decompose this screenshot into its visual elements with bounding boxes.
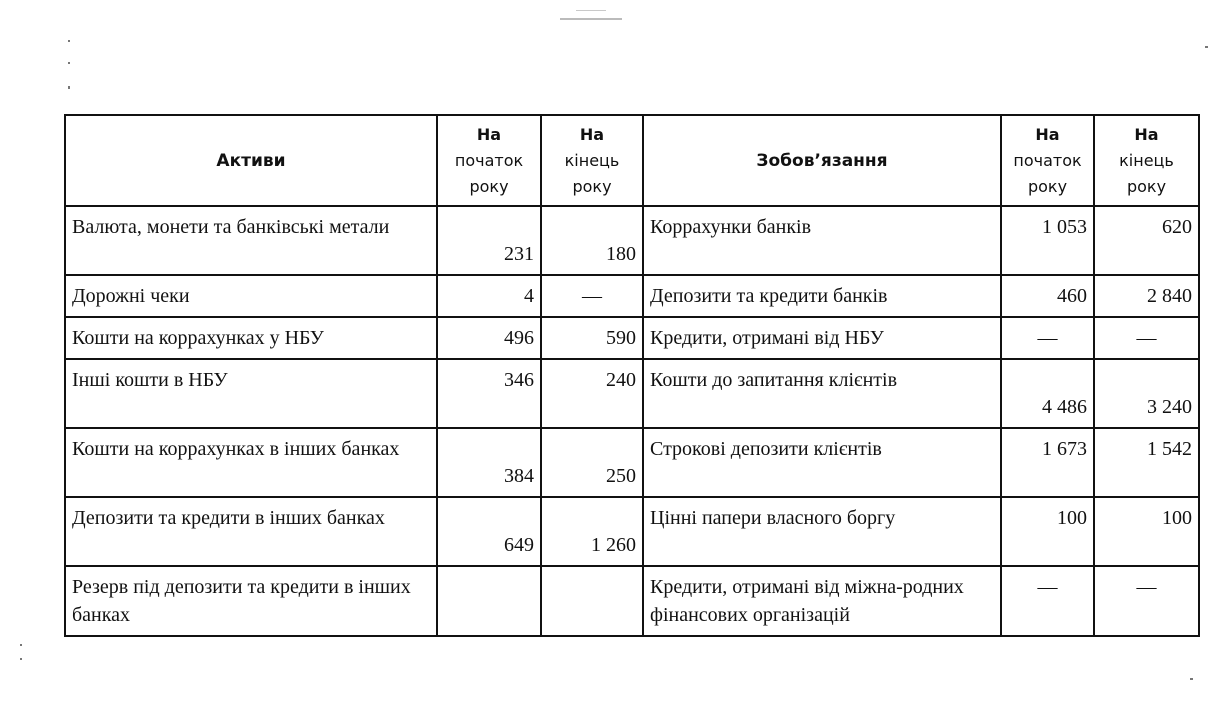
- asset-end-value: 240: [541, 359, 643, 428]
- asset-name: Дорожні чеки: [65, 275, 437, 317]
- table-row: [65, 275, 1199, 317]
- liability-end-value: 2 840: [1094, 275, 1199, 317]
- header-assets-start: На початок року: [437, 115, 541, 206]
- liability-end-value: 620: [1094, 206, 1199, 275]
- asset-start-value: 384: [437, 428, 541, 497]
- asset-start-value: 346: [437, 359, 541, 428]
- asset-name: Кошти на коррахунках в інших банках: [65, 428, 437, 497]
- asset-end-value: 250: [541, 428, 643, 497]
- asset-name: Кошти на коррахунках у НБУ: [65, 317, 437, 359]
- header-liabilities: Зобов’язання: [643, 115, 1001, 206]
- asset-name: Інші кошти в НБУ: [65, 359, 437, 428]
- liability-name: Кредити, отримані від НБУ: [643, 317, 1001, 359]
- table-row: [65, 359, 1199, 428]
- header-assets: Активи: [65, 115, 437, 206]
- liability-name: Кошти до запитання клієнтів: [643, 359, 1001, 428]
- asset-end-value: [541, 566, 643, 636]
- asset-end-value: —: [541, 275, 643, 317]
- liability-end-value: 1 542: [1094, 428, 1199, 497]
- asset-end-value: 590: [541, 317, 643, 359]
- liability-name: Коррахунки банків: [643, 206, 1001, 275]
- liability-name: Депозити та кредити банків: [643, 275, 1001, 317]
- asset-name: Резерв під депозити та кредити в інших банках: [65, 566, 437, 636]
- table-row: [65, 497, 1199, 566]
- liability-start-value: 460: [1001, 275, 1094, 317]
- liability-end-value: 100: [1094, 497, 1199, 566]
- asset-start-value: 231: [437, 206, 541, 275]
- liability-name: Цінні папери власного боргу: [643, 497, 1001, 566]
- liability-start-value: 100: [1001, 497, 1094, 566]
- table-row: [65, 317, 1199, 359]
- liability-end-value: —: [1094, 566, 1199, 636]
- liability-end-value: —: [1094, 317, 1199, 359]
- table-row: [65, 428, 1199, 497]
- liability-name: Строкові депозити клієнтів: [643, 428, 1001, 497]
- table-header-row: [65, 115, 1199, 206]
- liability-start-value: 4 486: [1001, 359, 1094, 428]
- liability-name: Кредити, отримані від міжна-родних фінансових організацій: [643, 566, 1001, 636]
- asset-start-value: 496: [437, 317, 541, 359]
- asset-end-value: 1 260: [541, 497, 643, 566]
- liability-start-value: 1 673: [1001, 428, 1094, 497]
- balance-sheet-table: [64, 114, 1200, 637]
- header-liabilities-end: На кінець року: [1094, 115, 1199, 206]
- liability-end-value: 3 240: [1094, 359, 1199, 428]
- asset-start-value: 649: [437, 497, 541, 566]
- asset-start-value: 4: [437, 275, 541, 317]
- liability-start-value: 1 053: [1001, 206, 1094, 275]
- asset-start-value: [437, 566, 541, 636]
- asset-name: Валюта, монети та банківські метали: [65, 206, 437, 275]
- asset-end-value: 180: [541, 206, 643, 275]
- table-row: [65, 206, 1199, 275]
- liability-start-value: —: [1001, 566, 1094, 636]
- asset-name: Депозити та кредити в інших банках: [65, 497, 437, 566]
- liability-start-value: —: [1001, 317, 1094, 359]
- table-row: [65, 566, 1199, 636]
- header-liabilities-start: На початок року: [1001, 115, 1094, 206]
- header-assets-end: На кінець року: [541, 115, 643, 206]
